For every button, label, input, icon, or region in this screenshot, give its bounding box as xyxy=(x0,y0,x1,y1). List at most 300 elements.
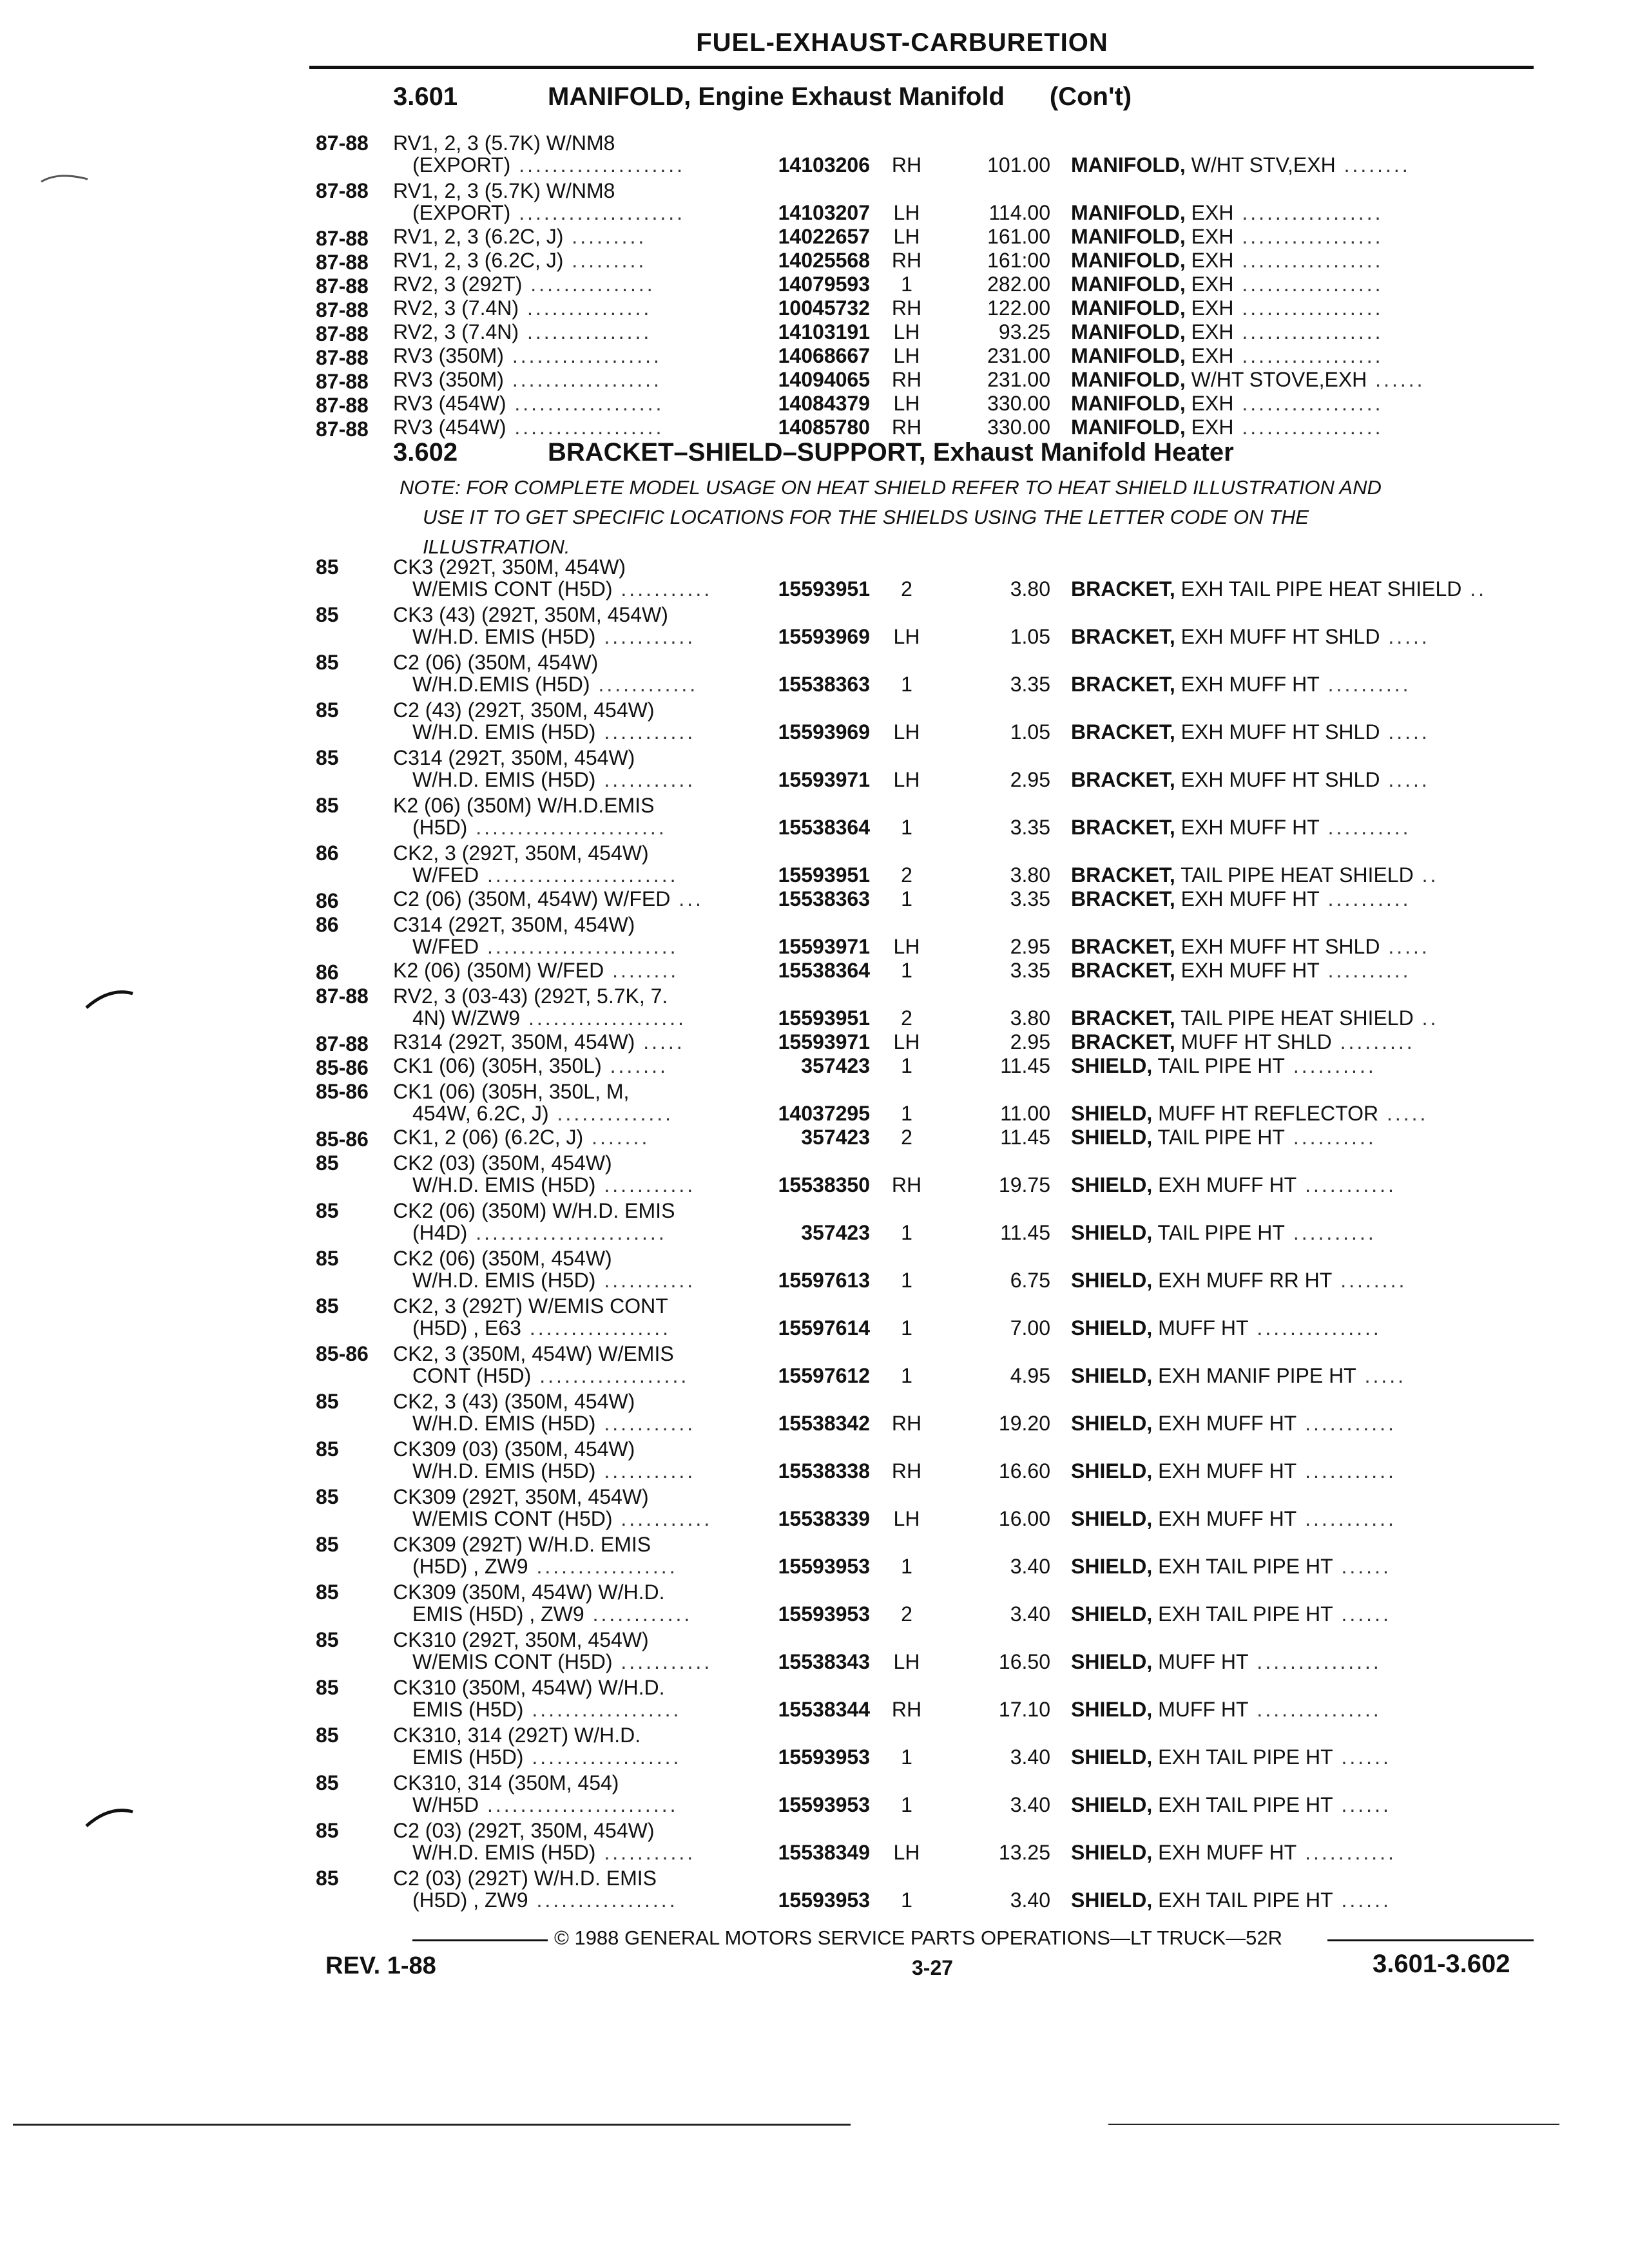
table-row xyxy=(0,178,1629,226)
part-name xyxy=(1071,414,1383,440)
part-number: 15538349 xyxy=(778,1841,870,1864)
part-noun: BRACKET, xyxy=(1071,720,1175,744)
part-noun: MANIFOLD, xyxy=(1071,416,1186,439)
part-name xyxy=(1071,1601,1391,1627)
price: 3.35 xyxy=(1010,816,1050,839)
dot-leader: ............... xyxy=(1248,1650,1382,1673)
part-number: 14068667 xyxy=(778,344,870,367)
dot-leader: .................. xyxy=(531,1364,689,1387)
quantity: 1 xyxy=(901,1555,912,1578)
price: 161:00 xyxy=(987,249,1050,272)
table-row xyxy=(0,321,1629,345)
dot-leader: ..... xyxy=(635,1030,685,1053)
usage-description: CK309 (350M, 454W) W/H.D. xyxy=(393,1581,665,1604)
usage-description-line xyxy=(412,934,678,959)
part-number: 15593953 xyxy=(778,1602,870,1626)
part-number: 14103207 xyxy=(778,201,870,224)
continued-label: (Con't) xyxy=(1049,82,1132,111)
usage-text: (H5D) , ZW9 xyxy=(412,1555,528,1578)
part-modifier: EXH MUFF HT xyxy=(1181,887,1320,910)
dot-leader: .................. xyxy=(506,392,664,415)
footer-rule-left xyxy=(412,1939,548,1941)
price: 3.35 xyxy=(1010,673,1050,696)
usage-description: CK1 (06) (305H, 350L, M, xyxy=(393,1080,630,1103)
part-modifier: EXH xyxy=(1191,273,1234,296)
usage-description-line xyxy=(412,1458,695,1484)
part-noun: SHIELD, xyxy=(1071,1126,1153,1149)
part-number: 15593951 xyxy=(778,577,870,601)
usage-description: C2 (06) (350M, 454W) xyxy=(393,651,599,674)
usage-description: CK2 (06) (350M, 454W) xyxy=(393,1247,612,1270)
usage-description-line xyxy=(412,1410,695,1436)
part-number: 15597613 xyxy=(778,1269,870,1292)
dot-leader: ................. xyxy=(521,1316,671,1340)
part-modifier: TAIL PIPE HT xyxy=(1157,1126,1285,1149)
price: 3.40 xyxy=(1010,1555,1050,1578)
quantity: 2 xyxy=(901,577,912,601)
dot-leader: ..... xyxy=(1378,1102,1429,1125)
part-noun: SHIELD, xyxy=(1071,1269,1153,1292)
usage-description-line xyxy=(393,295,651,321)
usage-text: (EXPORT) xyxy=(412,153,511,177)
part-modifier: TAIL PIPE HEAT SHIELD xyxy=(1181,1006,1414,1030)
part-name xyxy=(1071,1553,1391,1579)
quantity: RH xyxy=(891,1412,922,1435)
dot-leader: ...... xyxy=(1367,368,1425,391)
table-row xyxy=(0,697,1629,745)
dot-leader: ......... xyxy=(563,249,647,272)
usage-description: CK2, 3 (43) (350M, 454W) xyxy=(393,1390,635,1413)
model-year: 87-88 xyxy=(316,346,369,369)
model-year: 87-88 xyxy=(316,274,369,298)
usage-description-line xyxy=(393,224,646,249)
note-line: ILLUSTRATION. xyxy=(423,535,570,558)
dot-leader: ........... xyxy=(612,1650,713,1673)
dot-leader: ................. xyxy=(1233,201,1383,224)
model-year: 85 xyxy=(316,1724,339,1747)
dot-leader: .......... xyxy=(1284,1054,1376,1077)
part-modifier: MUFF HT xyxy=(1158,1698,1249,1721)
usage-description-line xyxy=(412,152,685,178)
table-row xyxy=(0,1627,1629,1675)
quantity: 1 xyxy=(901,1364,912,1387)
quantity: LH xyxy=(893,392,920,415)
table-row xyxy=(0,1818,1629,1865)
dot-leader: ................. xyxy=(1233,344,1383,367)
part-noun: SHIELD, xyxy=(1071,1102,1153,1125)
usage-description-line xyxy=(393,247,646,273)
quantity: LH xyxy=(893,1030,920,1053)
running-head: FUEL-EXHAUST-CARBURETION xyxy=(696,28,1108,57)
usage-description-line xyxy=(412,1363,689,1389)
usage-description: CK3 (43) (292T, 350M, 454W) xyxy=(393,603,668,626)
part-modifier: EXH TAIL PIPE HT xyxy=(1158,1555,1333,1578)
part-modifier: MUFF HT xyxy=(1158,1650,1249,1673)
part-name xyxy=(1071,367,1425,392)
dot-leader: ........... xyxy=(612,1507,713,1530)
usage-text: W/EMIS CONT (H5D) xyxy=(412,1650,613,1673)
model-year: 85 xyxy=(316,1485,339,1508)
part-noun: SHIELD, xyxy=(1071,1507,1153,1530)
dot-leader: ......... xyxy=(1331,1030,1415,1053)
table-row xyxy=(0,1245,1629,1293)
usage-description-line xyxy=(412,1601,692,1627)
table-row xyxy=(0,959,1629,983)
part-modifier: EXH MUFF HT xyxy=(1158,1173,1297,1196)
part-name xyxy=(1071,1792,1391,1818)
usage-text: (EXPORT) xyxy=(412,201,511,224)
dot-leader: ..... xyxy=(1380,768,1430,791)
table-row xyxy=(0,745,1629,793)
revision-label: REV. 1-88 xyxy=(325,1952,436,1979)
part-number: 15538364 xyxy=(778,816,870,839)
price: 101.00 xyxy=(987,153,1050,177)
part-number: 357423 xyxy=(801,1054,870,1077)
part-number: 15538338 xyxy=(778,1459,870,1483)
model-year: 85 xyxy=(316,1867,339,1890)
model-year: 87-88 xyxy=(316,1032,369,1055)
usage-description: RV1, 2, 3 (5.7K) W/NM8 xyxy=(393,179,615,202)
usage-description: CK310, 314 (292T) W/H.D. xyxy=(393,1724,641,1747)
price: 282.00 xyxy=(987,273,1050,296)
part-modifier: EXH xyxy=(1191,296,1234,320)
price: 3.40 xyxy=(1010,1745,1050,1769)
quantity: 1 xyxy=(901,1269,912,1292)
part-noun: MANIFOLD, xyxy=(1071,392,1186,415)
dot-leader: ........... xyxy=(1296,1841,1396,1864)
dot-leader: ........... xyxy=(595,1459,696,1483)
usage-description-line xyxy=(412,1792,678,1818)
part-name xyxy=(1071,319,1383,345)
part-name xyxy=(1071,1029,1415,1055)
quantity: 2 xyxy=(901,1126,912,1149)
part-number: 15593969 xyxy=(778,625,870,648)
part-modifier: W/HT STOVE,EXH xyxy=(1191,368,1367,391)
usage-text: RV2, 3 (7.4N) xyxy=(393,296,519,320)
part-noun: BRACKET, xyxy=(1071,887,1175,910)
model-year: 85 xyxy=(316,1533,339,1556)
price: 19.20 xyxy=(998,1412,1050,1435)
dot-leader: ................. xyxy=(1233,296,1383,320)
part-name xyxy=(1071,1649,1382,1675)
model-year: 85 xyxy=(316,746,339,769)
model-year: 85 xyxy=(316,1819,339,1842)
part-noun: SHIELD, xyxy=(1071,1173,1153,1196)
part-number: 14084379 xyxy=(778,392,870,415)
usage-description-line xyxy=(412,1840,695,1865)
usage-description: CK310 (292T, 350M, 454W) xyxy=(393,1628,649,1651)
table-row xyxy=(0,1031,1629,1055)
model-year: 87-88 xyxy=(316,418,369,441)
table-row xyxy=(0,273,1629,297)
quantity: LH xyxy=(893,1650,920,1673)
table-row xyxy=(0,888,1629,912)
usage-description-line xyxy=(412,1100,673,1126)
part-number: 15538344 xyxy=(778,1698,870,1721)
dot-leader: .. xyxy=(1461,577,1487,601)
part-modifier: EXH xyxy=(1191,344,1234,367)
dot-leader: ................... xyxy=(520,1006,686,1030)
part-modifier: EXH MUFF HT SHLD xyxy=(1181,625,1380,648)
price: 11.00 xyxy=(1000,1102,1050,1125)
part-noun: MANIFOLD, xyxy=(1071,320,1186,343)
section-title: BRACKET–SHIELD–SUPPORT, Exhaust Manifold Heater xyxy=(548,438,1234,466)
usage-text: RV1, 2, 3 (6.2C, J) xyxy=(393,249,564,272)
dot-leader: ... xyxy=(670,887,704,910)
page-number: 3-27 xyxy=(912,1956,954,1979)
usage-description-line xyxy=(393,1053,668,1079)
price: 3.40 xyxy=(1010,1793,1050,1816)
part-name xyxy=(1071,1458,1396,1484)
usage-description-line xyxy=(393,319,651,345)
usage-description: CK2, 3 (292T) W/EMIS CONT xyxy=(393,1294,668,1318)
model-year: 85 xyxy=(316,1390,339,1413)
price: 330.00 xyxy=(987,392,1050,415)
table-row xyxy=(0,1484,1629,1532)
usage-text: W/H.D. EMIS (H5D) xyxy=(412,1173,596,1196)
quantity: RH xyxy=(891,153,922,177)
usage-text: RV1, 2, 3 (6.2C, J) xyxy=(393,225,564,248)
usage-description-line xyxy=(393,390,664,416)
section-heading-3602 xyxy=(393,438,1234,467)
dot-leader: .......... xyxy=(1319,816,1411,839)
usage-text: W/H.D. EMIS (H5D) xyxy=(412,625,596,648)
usage-description-line xyxy=(412,1696,681,1722)
table-row xyxy=(0,1341,1629,1389)
quantity: 1 xyxy=(901,273,912,296)
quantity: 1 xyxy=(901,816,912,839)
dot-leader: ............... xyxy=(1248,1316,1382,1340)
usage-text: K2 (06) (350M) W/FED xyxy=(393,959,604,982)
model-year: 85 xyxy=(316,1628,339,1651)
part-number: 15593969 xyxy=(778,720,870,744)
dot-leader: ......... xyxy=(563,225,647,248)
usage-text: RV2, 3 (292T) xyxy=(393,273,523,296)
dot-leader: .................. xyxy=(503,344,662,367)
part-name xyxy=(1071,814,1411,840)
part-number: 15593953 xyxy=(778,1555,870,1578)
quantity: LH xyxy=(893,201,920,224)
usage-text: RV3 (454W) xyxy=(393,416,506,439)
table-row xyxy=(0,226,1629,249)
part-name xyxy=(1071,957,1411,983)
heat-shield-note xyxy=(400,473,1521,562)
dot-leader: ...... xyxy=(1333,1555,1391,1578)
part-modifier: TAIL PIPE HEAT SHIELD xyxy=(1181,863,1414,887)
usage-description: CK309 (292T) W/H.D. EMIS xyxy=(393,1533,651,1556)
usage-text: W/H.D. EMIS (H5D) xyxy=(412,1412,596,1435)
usage-text: W/EMIS CONT (H5D) xyxy=(412,577,613,601)
dot-leader: ................. xyxy=(528,1888,678,1912)
part-modifier: EXH xyxy=(1191,225,1234,248)
usage-text: RV3 (454W) xyxy=(393,392,506,415)
part-noun: SHIELD, xyxy=(1071,1745,1153,1769)
dot-leader: ............... xyxy=(1248,1698,1382,1721)
table-row xyxy=(0,392,1629,416)
footer-rule-right xyxy=(1327,1939,1534,1941)
table-row xyxy=(0,1198,1629,1245)
model-year: 86 xyxy=(316,889,339,912)
usage-description-line xyxy=(412,1005,686,1031)
dot-leader: ...... xyxy=(1333,1888,1391,1912)
dot-leader: ................. xyxy=(1233,392,1383,415)
model-year: 85-86 xyxy=(316,1080,369,1103)
part-name xyxy=(1071,576,1487,602)
quantity: LH xyxy=(893,768,920,791)
model-year: 86 xyxy=(316,961,339,984)
usage-text: W/H.D. EMIS (H5D) xyxy=(412,1459,596,1483)
model-year: 85 xyxy=(316,1437,339,1461)
dot-leader: ....................... xyxy=(467,816,667,839)
model-year: 86 xyxy=(316,841,339,865)
usage-description-line xyxy=(412,624,695,649)
part-number: 15593971 xyxy=(778,768,870,791)
table-row xyxy=(0,1675,1629,1722)
quantity: 2 xyxy=(901,1006,912,1030)
part-name xyxy=(1071,671,1411,697)
part-noun: SHIELD, xyxy=(1071,1698,1153,1721)
footer-copyright: © 1988 GENERAL MOTORS SERVICE PARTS OPERATIONS—LT TRUCK—52R xyxy=(554,1927,1282,1949)
part-name xyxy=(1071,1696,1382,1722)
usage-text: 454W, 6.2C, J) xyxy=(412,1102,549,1125)
table-row xyxy=(0,1770,1629,1818)
price: 2.95 xyxy=(1010,935,1050,958)
quantity: LH xyxy=(893,320,920,343)
part-noun: BRACKET, xyxy=(1071,577,1175,601)
price: 13.25 xyxy=(998,1841,1050,1864)
section-range: 3.601-3.602 xyxy=(1373,1950,1510,1978)
part-name xyxy=(1071,719,1430,745)
dot-leader: .................. xyxy=(523,1698,682,1721)
part-name xyxy=(1071,1005,1438,1031)
part-noun: SHIELD, xyxy=(1071,1316,1153,1340)
usage-text: (H5D) , ZW9 xyxy=(412,1888,528,1912)
usage-text: W/H.D. EMIS (H5D) xyxy=(412,1269,596,1292)
usage-description-line xyxy=(393,957,679,983)
model-year: 85-86 xyxy=(316,1128,369,1151)
bottom-rule xyxy=(1108,2124,1559,2125)
usage-text: RV3 (350M) xyxy=(393,368,504,391)
quantity: RH xyxy=(891,368,922,391)
quantity: 1 xyxy=(901,887,912,910)
part-number: 14037295 xyxy=(778,1102,870,1125)
part-number: 15593953 xyxy=(778,1745,870,1769)
table-row xyxy=(0,793,1629,840)
part-noun: SHIELD, xyxy=(1071,1793,1153,1816)
quantity: LH xyxy=(893,625,920,648)
dot-leader: ....... xyxy=(583,1126,650,1149)
part-name xyxy=(1071,1172,1396,1198)
usage-text: CONT (H5D) xyxy=(412,1364,532,1387)
dot-leader: ............ xyxy=(590,673,699,696)
model-year: 85 xyxy=(316,603,339,626)
table-row xyxy=(0,345,1629,369)
dot-leader: ....... xyxy=(601,1054,668,1077)
quantity: LH xyxy=(893,225,920,248)
dot-leader: .................... xyxy=(510,201,686,224)
table-row xyxy=(0,297,1629,321)
part-number: 15593951 xyxy=(778,863,870,887)
dot-leader: ........... xyxy=(595,625,696,648)
dot-leader: ...... xyxy=(1333,1602,1391,1626)
price: 19.75 xyxy=(998,1173,1050,1196)
part-name xyxy=(1071,1506,1396,1532)
note-line: NOTE: FOR COMPLETE MODEL USAGE ON HEAT SHIELD REFER TO HEAT SHIELD ILLUSTRATION AND xyxy=(400,476,1382,499)
dot-leader: ................. xyxy=(1233,320,1383,343)
usage-description: RV2, 3 (03-43) (292T, 5.7K, 7. xyxy=(393,985,668,1008)
part-noun: MANIFOLD, xyxy=(1071,368,1186,391)
table-row xyxy=(0,912,1629,959)
part-noun: SHIELD, xyxy=(1071,1459,1153,1483)
usage-description-line xyxy=(393,367,662,392)
quantity: RH xyxy=(891,249,922,272)
usage-description: CK2 (03) (350M, 454W) xyxy=(393,1151,612,1175)
usage-description-line xyxy=(393,343,662,369)
part-noun: BRACKET, xyxy=(1071,1030,1175,1053)
part-noun: MANIFOLD, xyxy=(1071,201,1186,224)
usage-description: CK3 (292T, 350M, 454W) xyxy=(393,555,626,579)
part-name xyxy=(1071,1267,1407,1293)
part-number: 10045732 xyxy=(778,296,870,320)
usage-text: R314 (292T, 350M, 454W) xyxy=(393,1030,635,1053)
usage-text: C2 (06) (350M, 454W) W/FED xyxy=(393,887,671,910)
price: 231.00 xyxy=(987,368,1050,391)
dot-leader: .......... xyxy=(1319,673,1411,696)
part-name xyxy=(1071,1315,1382,1341)
part-noun: MANIFOLD, xyxy=(1071,273,1186,296)
hole-punch-mark xyxy=(84,1804,135,1830)
part-noun: BRACKET, xyxy=(1071,959,1175,982)
usage-text: W/H.D.EMIS (H5D) xyxy=(412,673,590,696)
dot-leader: ................. xyxy=(1233,416,1383,439)
dot-leader: ............ xyxy=(584,1602,693,1626)
part-modifier: EXH MUFF HT xyxy=(1181,673,1320,696)
part-name xyxy=(1071,934,1430,959)
part-number: 15538339 xyxy=(778,1507,870,1530)
part-modifier: EXH MUFF HT SHLD xyxy=(1181,720,1380,744)
quantity: LH xyxy=(893,720,920,744)
price: 3.40 xyxy=(1010,1602,1050,1626)
section-number: 3.601 xyxy=(393,82,458,111)
part-number: 15538343 xyxy=(778,1650,870,1673)
usage-description-line xyxy=(412,1506,712,1532)
part-number: 15593971 xyxy=(778,935,870,958)
price: 2.95 xyxy=(1010,1030,1050,1053)
quantity: 1 xyxy=(901,959,912,982)
quantity: 2 xyxy=(901,863,912,887)
part-modifier: EXH TAIL PIPE HEAT SHIELD xyxy=(1181,577,1462,601)
model-year: 85 xyxy=(316,794,339,817)
part-name xyxy=(1071,271,1383,297)
part-number: 14085780 xyxy=(778,416,870,439)
part-name xyxy=(1071,1053,1376,1079)
part-noun: MANIFOLD, xyxy=(1071,249,1186,272)
part-modifier: EXH xyxy=(1191,320,1234,343)
price: 4.95 xyxy=(1010,1364,1050,1387)
model-year: 85 xyxy=(316,1294,339,1318)
part-number: 15593953 xyxy=(778,1888,870,1912)
price: 3.40 xyxy=(1010,1888,1050,1912)
part-noun: MANIFOLD, xyxy=(1071,225,1186,248)
usage-text: (H5D) xyxy=(412,816,468,839)
part-modifier: EXH MUFF HT SHLD xyxy=(1181,768,1380,791)
part-name xyxy=(1071,247,1383,273)
dot-leader: ..... xyxy=(1356,1364,1407,1387)
usage-description-line xyxy=(393,1124,650,1150)
dot-leader: ........... xyxy=(1296,1459,1396,1483)
usage-description-line xyxy=(412,719,695,745)
dot-leader: .......... xyxy=(1319,887,1411,910)
